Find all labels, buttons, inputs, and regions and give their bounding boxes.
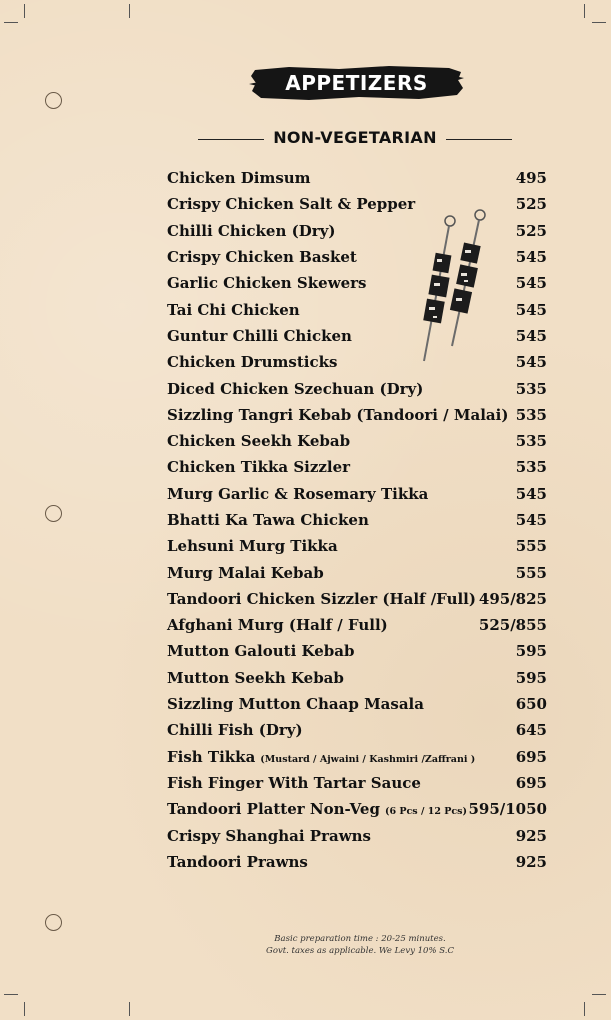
menu-item-title: Crispy Chicken Salt & Pepper	[167, 195, 416, 214]
menu-item-price: 545	[515, 274, 547, 293]
menu-item-price: 925	[515, 826, 547, 845]
menu-item-title: Afghani Murg (Half / Full)	[167, 616, 388, 635]
menu-item-price: 695	[515, 747, 547, 766]
menu-item	[167, 218, 547, 244]
menu-item-price: 925	[515, 852, 547, 871]
menu-item	[167, 454, 547, 480]
menu-item-title: Diced Chicken Szechuan (Dry)	[167, 379, 424, 398]
crop-mark	[592, 22, 606, 23]
menu-item-title: Fish Finger With Tartar Sauce	[167, 773, 421, 792]
crop-mark	[584, 4, 585, 18]
menu-item-price: 495	[515, 169, 547, 188]
binder-hole	[45, 505, 62, 522]
menu-item-title: Chicken Dimsum	[167, 169, 311, 188]
menu-item-name	[167, 222, 335, 240]
menu-item-title: Sizzling Tangri Kebab (Tandoori / Malai)	[167, 405, 509, 424]
menu-item-title: Bhatti Ka Tawa Chicken	[167, 511, 369, 529]
menu-item-title: Chicken Seekh Kebab	[167, 432, 351, 451]
menu-item-price: 595	[515, 642, 547, 661]
subheading-text: NON-VEGETARIAN	[273, 128, 437, 147]
menu-item	[167, 270, 547, 296]
binder-hole	[45, 92, 62, 109]
menu-item	[167, 323, 547, 349]
prep-time-note: Basic preparation time : 20-25 minutes.	[274, 934, 446, 944]
crop-mark	[4, 22, 18, 23]
menu-item-name	[167, 327, 352, 345]
menu-item-title: Garlic Chicken Skewers	[167, 274, 367, 293]
menu-item-name	[167, 458, 350, 476]
menu-item-title: Tandoori Platter Non-Veg	[167, 800, 380, 819]
crop-mark	[24, 1002, 25, 1016]
menu-item-price: 595/1050	[468, 800, 547, 819]
menu-item-price: 555	[515, 537, 547, 556]
menu-item-price: 535	[515, 432, 547, 451]
menu-item-price: 535	[515, 405, 547, 424]
crop-mark	[129, 1002, 130, 1016]
menu-item-name	[167, 485, 428, 503]
menu-item-name	[167, 537, 338, 555]
menu-item-name	[167, 853, 308, 871]
menu-item	[167, 559, 547, 585]
footer-note	[230, 933, 490, 957]
menu-item	[167, 638, 547, 664]
menu-item-price: 695	[515, 773, 547, 792]
menu-item-name	[167, 169, 311, 187]
menu-item	[167, 428, 547, 454]
menu-item-title: Mutton Galouti Kebab	[167, 642, 355, 661]
menu-item-price: 595	[515, 668, 547, 687]
menu-item-name	[167, 800, 467, 818]
menu-item-name	[167, 774, 421, 792]
menu-item	[167, 796, 547, 822]
menu-item	[167, 665, 547, 691]
menu-item-note: (6 Pcs / 12 Pcs)	[384, 806, 468, 818]
section-title: APPETIZERS	[285, 71, 428, 95]
menu-item-name	[167, 695, 424, 713]
menu-item-title: Chilli Chicken (Dry)	[167, 221, 336, 240]
menu-item	[167, 191, 547, 217]
menu-item-name	[167, 590, 476, 608]
menu-item-title: Lehsuni Murg Tikka	[167, 537, 338, 556]
crop-mark	[24, 4, 25, 18]
menu-item	[167, 165, 547, 191]
menu-item-price: 545	[515, 511, 547, 529]
menu-item	[167, 507, 547, 533]
tax-note: Govt. taxes as applicable. We Levy 10% S.C	[266, 946, 454, 956]
menu-item-title: Crispy Chicken Basket	[167, 248, 357, 267]
menu-item-price: 545	[515, 300, 547, 319]
menu-item	[167, 481, 547, 507]
menu-item-title: Crispy Shanghai Prawns	[167, 826, 371, 845]
menu-item-name	[167, 642, 354, 660]
menu-item	[167, 375, 547, 401]
title-banner	[249, 64, 464, 102]
menu-item-title: Fish Tikka	[167, 747, 256, 766]
menu-item-price: 525	[515, 195, 547, 214]
menu-item-price: 545	[515, 353, 547, 372]
menu-item-price: 555	[515, 563, 547, 582]
menu-item	[167, 244, 547, 270]
menu-item	[167, 822, 547, 848]
menu-item-title: Mutton Seekh Kebab	[167, 668, 344, 687]
menu-list	[167, 165, 547, 875]
subheading	[198, 128, 512, 152]
menu-item	[167, 744, 547, 770]
divider-right	[446, 139, 512, 140]
menu-item-price: 545	[515, 484, 547, 503]
menu-item-name	[167, 195, 415, 213]
menu-item-title: Chicken Tikka Sizzler	[167, 458, 351, 477]
menu-item-title: Murg Malai Kebab	[167, 563, 324, 582]
menu-item-title: Tandoori Prawns	[167, 852, 308, 871]
menu-item-price: 545	[515, 326, 547, 345]
menu-item-price: 650	[515, 695, 547, 714]
menu-item-name	[167, 301, 300, 319]
menu-item-title: Murg Garlic & Rosemary Tikka	[167, 484, 429, 503]
menu-item	[167, 691, 547, 717]
menu-item-title: Tandoori Chicken Sizzler (Half /Full)	[167, 589, 476, 608]
menu-item	[167, 349, 547, 375]
menu-item-name	[167, 827, 371, 845]
menu-item-title: Sizzling Mutton Chaap Masala	[167, 695, 424, 714]
crop-mark	[592, 994, 606, 995]
crop-mark	[4, 994, 18, 995]
menu-item-note: (Mustard / Ajwaini / Kashmiri /Zaffrani )	[260, 753, 476, 765]
menu-item-name	[167, 248, 357, 266]
menu-item-price: 525/855	[478, 616, 547, 635]
menu-item-name	[167, 406, 508, 424]
menu-item-name	[167, 432, 350, 450]
menu-item	[167, 402, 547, 428]
crop-mark	[129, 4, 130, 18]
menu-item	[167, 612, 547, 638]
menu-item-price: 645	[515, 721, 547, 740]
menu-item-title: Chicken Drumsticks	[167, 353, 338, 372]
menu-item-name	[167, 748, 475, 766]
menu-item-price: 535	[515, 379, 547, 398]
menu-item-title: Tai Chi Chicken	[167, 300, 300, 319]
menu-item-title: Guntur Chilli Chicken	[167, 326, 352, 345]
menu-item-price: 495/825	[478, 589, 547, 608]
menu-item-price: 525	[515, 221, 547, 240]
menu-item-name	[167, 564, 324, 582]
menu-item-name	[167, 380, 423, 398]
menu-item-name	[167, 353, 337, 371]
crop-mark	[584, 1002, 585, 1016]
menu-item	[167, 717, 547, 743]
menu-item	[167, 586, 547, 612]
menu-item-name	[167, 721, 303, 739]
menu-item	[167, 770, 547, 796]
menu-item-name	[167, 274, 367, 292]
menu-item-price: 535	[515, 458, 547, 477]
menu-item-name	[167, 669, 344, 687]
menu-item	[167, 533, 547, 559]
menu-item	[167, 849, 547, 875]
menu-item-name	[167, 616, 388, 634]
menu-item	[167, 296, 547, 322]
binder-hole	[45, 914, 62, 931]
menu-item-name	[167, 511, 369, 529]
menu-item-price: 545	[515, 248, 547, 267]
menu-item-title: Chilli Fish (Dry)	[167, 721, 303, 740]
